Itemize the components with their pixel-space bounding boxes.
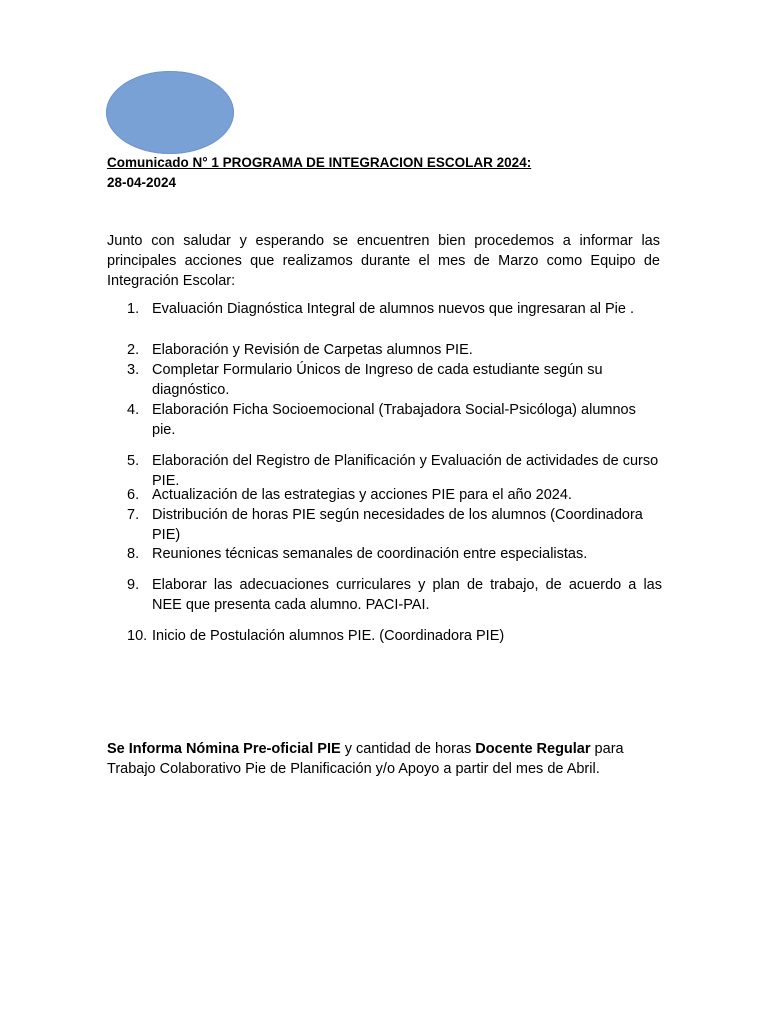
document-heading [107,153,531,193]
document-date: 28-04-2024 [107,175,177,190]
list-item-text: Elaboración Ficha Socioemocional (Trabajadora Social-Psicóloga) alumnos pie. [152,402,636,438]
document-title: Comunicado N° 1 PROGRAMA DE INTEGRACION ESCOLAR 2024: [107,155,532,170]
list-item-number: 6. [127,487,140,503]
list-item-number: 10. [127,628,148,644]
list-item-text: Elaboración del Registro de Planificación y Evaluación de actividades de curso PIE. [152,453,659,489]
list-item [127,300,662,320]
footer-paragraph [107,739,662,779]
list-item-number: 4. [127,402,140,418]
intro-paragraph: Junto con saludar y esperando se encuentren bien procedemos a informar las principales acciones que realizamos durante el mes de Marzo como Equipo de Integración Escolar: [107,233,660,289]
footer-text-1: y cantidad de horas [340,741,476,757]
list-item-number: 2. [127,342,140,358]
footer-text-2: para Trabajo Colaborativo Pie de Planificación y/o Apoyo a partir del mes de Abril. [107,741,624,777]
list-item-text: Distribución de horas PIE según necesidades de los alumnos (Coordinadora PIE) [152,507,643,543]
list-item-number: 9. [127,577,140,593]
list-item [127,341,662,361]
list-item [127,627,662,647]
list-item-text: Elaboración y Revisión de Carpetas alumnos PIE. [152,342,473,358]
list-item [127,486,662,506]
list-item-text: Inicio de Postulación alumnos PIE. (Coordinadora PIE) [152,628,505,644]
list-item [127,576,662,615]
list-item-number: 8. [127,546,140,562]
logo-ellipse [106,71,234,154]
list-item-number: 3. [127,362,140,378]
list-item-text: Elaborar las adecuaciones curriculares y plan de trabajo, de acuerdo a las NEE que presenta cada alumno. PACI-PAI. [152,577,662,613]
list-item-number: 5. [127,453,140,469]
list-item-text: Actualización de las estrategias y acciones PIE para el año 2024. [152,487,572,503]
list-item-number: 1. [127,301,140,317]
footer-bold-nomina: Se Informa Nómina Pre-oficial PIE [107,741,341,757]
list-item [127,545,662,565]
list-item-text: Reuniones técnicas semanales de coordinación entre especialistas. [152,546,588,562]
list-item-number: 7. [127,507,140,523]
list-item [127,506,662,545]
list-item-text: Evaluación Diagnóstica Integral de alumnos nuevos que ingresaran al Pie . [152,301,635,317]
footer-bold-docente: Docente Regular [475,741,591,757]
list-item [127,361,662,400]
list-item-text: Completar Formulario Únicos de Ingreso de cada estudiante según su diagnóstico. [152,362,603,398]
list-item [127,401,662,440]
